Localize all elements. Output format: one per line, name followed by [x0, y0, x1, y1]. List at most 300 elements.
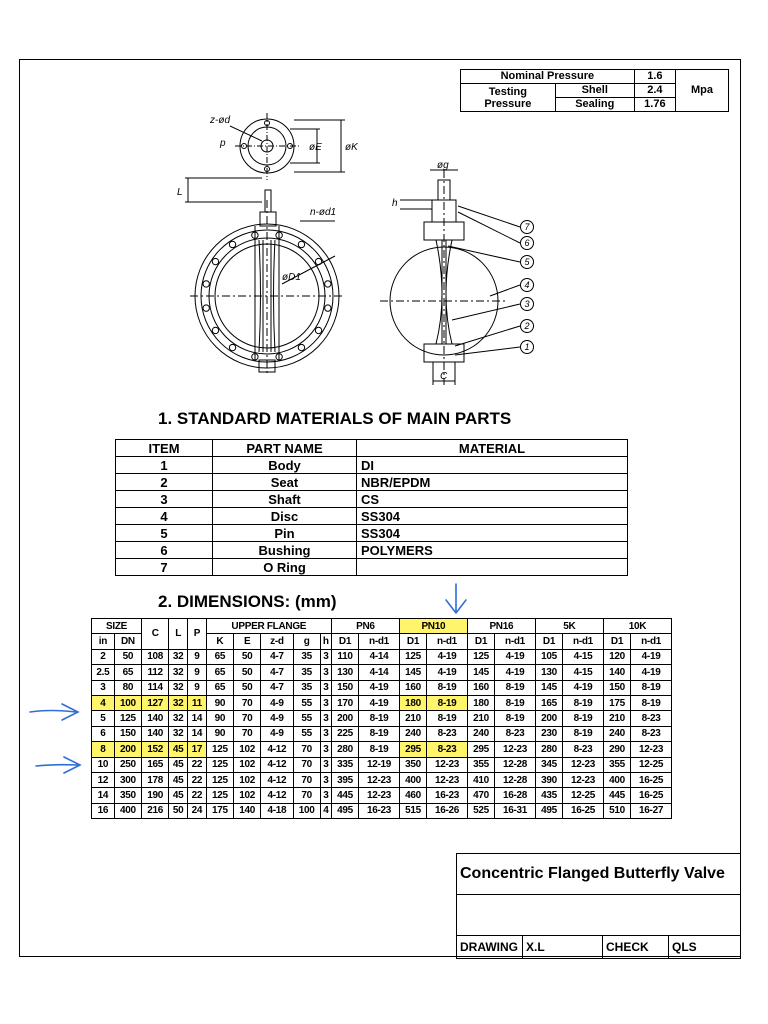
dim-cell: 445 [331, 788, 358, 803]
dim-cell: 110 [331, 649, 358, 664]
dim-cell: 140 [234, 803, 261, 818]
dim-cell: 355 [467, 757, 494, 772]
dim-cell: 3 [320, 665, 331, 680]
dim-cell: 8-19 [427, 695, 468, 710]
dim-cell: 2.5 [92, 665, 115, 680]
dim-cell: 32 [169, 680, 188, 695]
dim-cell: 8-23 [631, 726, 672, 741]
dim-cell: 395 [331, 772, 358, 787]
dim-subheader: n-d1 [495, 634, 536, 649]
dim-cell: 102 [234, 788, 261, 803]
materials-row [116, 508, 628, 525]
dim-cell: 180 [467, 695, 494, 710]
dim-cell: 178 [142, 772, 169, 787]
annotation-arrows [0, 560, 768, 780]
dim-cell: 8-19 [563, 711, 604, 726]
dim-cell: 4-12 [261, 757, 293, 772]
dim-cell: 4-19 [563, 680, 604, 695]
dim-cell: 470 [467, 788, 494, 803]
dim-cell: 400 [114, 803, 141, 818]
bolt-hole [212, 258, 218, 264]
dim-cell: 3 [320, 757, 331, 772]
dim-cell: 35 [293, 665, 320, 680]
materials-table [115, 439, 628, 576]
mat-material: SS304 [357, 508, 628, 525]
dim-cell: 16-25 [563, 803, 604, 818]
mat-item: 4 [116, 508, 213, 525]
label-e: øE [309, 142, 322, 153]
dim-cell: 80 [114, 680, 141, 695]
dim-cell: 410 [467, 772, 494, 787]
dim-cell: 140 [142, 726, 169, 741]
dim-cell: 12-23 [563, 757, 604, 772]
dim-cell: 55 [293, 726, 320, 741]
svg-text:2: 2 [524, 321, 530, 332]
dim-header-c: C [142, 619, 169, 650]
dim-cell: 8-19 [359, 742, 400, 757]
dim-cell: 8-19 [563, 695, 604, 710]
dim-cell: 55 [293, 711, 320, 726]
dim-cell: 4-12 [261, 772, 293, 787]
dim-cell: 4-15 [563, 665, 604, 680]
materials-row [116, 525, 628, 542]
dim-cell: 50 [114, 649, 141, 664]
dim-cell: 125 [206, 757, 233, 772]
dim-subheader: n-d1 [359, 634, 400, 649]
dim-cell: 145 [399, 665, 426, 680]
svg-text:7: 7 [524, 222, 530, 233]
dim-cell: 4-19 [495, 649, 536, 664]
dim-cell: 345 [535, 757, 562, 772]
dim-cell: 495 [535, 803, 562, 818]
dim-cell: 400 [603, 772, 630, 787]
dim-cell: 3 [320, 788, 331, 803]
bolt-hole [203, 281, 209, 287]
svg-text:6: 6 [524, 238, 530, 249]
dim-cell: 180 [399, 695, 426, 710]
dim-subheader: h [320, 634, 331, 649]
dim-cell: 16-28 [495, 788, 536, 803]
dim-subheader: E [234, 634, 261, 649]
svg-text:4: 4 [524, 280, 530, 291]
dim-cell: 9 [188, 680, 207, 695]
dim-header-l: L [169, 619, 188, 650]
materials-title: 1. STANDARD MATERIALS OF MAIN PARTS [158, 409, 512, 428]
dim-cell: 22 [188, 772, 207, 787]
dim-cell: 210 [603, 711, 630, 726]
dim-cell: 240 [399, 726, 426, 741]
dim-cell: 4-19 [631, 649, 672, 664]
mat-item: 1 [116, 457, 213, 474]
mat-material: SS304 [357, 525, 628, 542]
callout-2 [521, 320, 534, 333]
svg-text:3: 3 [524, 299, 530, 310]
dim-cell: 280 [331, 742, 358, 757]
dim-cell: 210 [467, 711, 494, 726]
dim-cell: 4-9 [261, 726, 293, 741]
dim-cell: 8-23 [427, 726, 468, 741]
dim-cell: 130 [535, 665, 562, 680]
dim-cell: 8-19 [495, 711, 536, 726]
arrow-right-row-4 [30, 704, 78, 720]
dim-cell: 4-12 [261, 788, 293, 803]
dim-cell: 32 [169, 649, 188, 664]
dim-cell: 435 [535, 788, 562, 803]
dim-cell: 8-19 [495, 695, 536, 710]
dim-cell: 50 [234, 680, 261, 695]
dim-cell: 108 [142, 649, 169, 664]
dim-cell: 200 [331, 711, 358, 726]
dim-header-pn10: PN10 [399, 619, 467, 634]
dim-header-pn16: PN16 [467, 619, 535, 634]
dim-cell: 2 [92, 649, 115, 664]
callout-6 [521, 237, 534, 250]
dim-cell: 16-27 [631, 803, 672, 818]
dim-cell: 8-23 [631, 711, 672, 726]
dim-cell: 105 [535, 649, 562, 664]
dim-cell: 4-19 [427, 665, 468, 680]
callout-5 [521, 256, 534, 269]
mat-part-name: O Ring [213, 559, 357, 576]
svg-text:5: 5 [524, 257, 530, 268]
title-block [456, 853, 741, 959]
shell-value: 2.4 [634, 84, 675, 98]
mat-part-name: Disc [213, 508, 357, 525]
bolt-hole [229, 344, 235, 350]
dim-cell: 125 [206, 742, 233, 757]
arrow-right-row-8 [36, 757, 80, 773]
dim-cell: 12 [92, 772, 115, 787]
mat-item: 2 [116, 474, 213, 491]
dimension-row [92, 803, 672, 818]
bolt-hole [229, 241, 235, 247]
mat-header-item: ITEM [116, 440, 213, 457]
dim-cell: 11 [188, 695, 207, 710]
dim-subheader: K [206, 634, 233, 649]
dim-cell: 32 [169, 711, 188, 726]
dim-cell: 32 [169, 665, 188, 680]
dim-subheader: D1 [399, 634, 426, 649]
label-k: øK [345, 142, 358, 153]
dim-cell: 295 [399, 742, 426, 757]
callout-1 [521, 341, 534, 354]
dim-cell: 4-18 [261, 803, 293, 818]
bolt-hole [298, 344, 304, 350]
dim-cell: 45 [169, 757, 188, 772]
dim-cell: 8 [92, 742, 115, 757]
dim-subheader: n-d1 [563, 634, 604, 649]
dim-cell: 4-19 [359, 695, 400, 710]
label-nd1: n-ød1 [310, 207, 337, 218]
label-c: C [440, 371, 448, 382]
dim-cell: 16-23 [427, 788, 468, 803]
dim-cell: 45 [169, 742, 188, 757]
dim-cell: 4-19 [631, 665, 672, 680]
dim-cell: 70 [234, 726, 261, 741]
dim-cell: 24 [188, 803, 207, 818]
dim-cell: 4 [92, 695, 115, 710]
bolt-hole [212, 327, 218, 333]
dim-cell: 65 [206, 680, 233, 695]
dim-cell: 22 [188, 757, 207, 772]
dim-cell: 50 [169, 803, 188, 818]
dim-header-pn6: PN6 [331, 619, 399, 634]
dim-cell: 150 [603, 680, 630, 695]
drawing-value: X.L [523, 936, 603, 959]
dim-cell: 3 [320, 695, 331, 710]
dim-cell: 16-23 [359, 803, 400, 818]
dim-subheader: n-d1 [631, 634, 672, 649]
dim-cell: 8-19 [631, 695, 672, 710]
testing-pressure-label: Testing Pressure [461, 84, 556, 112]
dim-cell: 175 [603, 695, 630, 710]
dim-cell: 140 [603, 665, 630, 680]
dim-cell: 400 [399, 772, 426, 787]
dim-cell: 9 [188, 665, 207, 680]
dimensions-title: 2. DIMENSIONS: (mm) [158, 592, 337, 611]
drawing-label: DRAWING [457, 936, 523, 959]
dim-cell: 175 [206, 803, 233, 818]
sealing-label: Sealing [555, 98, 634, 112]
label-d1: øD1 [282, 272, 301, 283]
dim-cell: 145 [535, 680, 562, 695]
dim-cell: 125 [467, 649, 494, 664]
dim-cell: 335 [331, 757, 358, 772]
dim-cell: 12-23 [631, 742, 672, 757]
dim-cell: 14 [188, 726, 207, 741]
dim-subheader: in [92, 634, 115, 649]
label-l: L [177, 187, 183, 198]
dim-cell: 160 [467, 680, 494, 695]
dim-cell: 230 [535, 726, 562, 741]
dim-cell: 5 [92, 711, 115, 726]
dim-cell: 3 [320, 649, 331, 664]
dim-cell: 3 [320, 742, 331, 757]
dim-cell: 50 [234, 665, 261, 680]
dim-cell: 130 [331, 665, 358, 680]
dim-cell: 102 [234, 757, 261, 772]
dim-cell: 45 [169, 788, 188, 803]
dim-cell: 12-23 [359, 788, 400, 803]
dim-cell: 125 [399, 649, 426, 664]
dim-cell: 70 [234, 711, 261, 726]
dim-subheader: D1 [467, 634, 494, 649]
materials-row [116, 457, 628, 474]
dim-cell: 12-19 [359, 757, 400, 772]
dim-cell: 4-19 [359, 680, 400, 695]
dim-cell: 152 [142, 742, 169, 757]
bolt-hole [298, 241, 304, 247]
dim-cell: 70 [293, 788, 320, 803]
dim-cell: 114 [142, 680, 169, 695]
dim-cell: 12-28 [495, 772, 536, 787]
label-g: øg [437, 160, 449, 171]
mat-material: NBR/EPDM [357, 474, 628, 491]
dim-cell: 3 [320, 772, 331, 787]
dim-cell: 8-23 [563, 742, 604, 757]
dim-cell: 210 [399, 711, 426, 726]
dim-cell: 4-9 [261, 711, 293, 726]
arrow-down-pn10 [446, 584, 466, 613]
bolt-hole [203, 305, 209, 311]
callout-3 [521, 298, 534, 311]
mat-item: 3 [116, 491, 213, 508]
dim-cell: 160 [399, 680, 426, 695]
bolt-hole [315, 258, 321, 264]
label-p: p [220, 138, 226, 149]
dim-cell: 12-28 [495, 757, 536, 772]
materials-row [116, 474, 628, 491]
title-block-blank [457, 895, 741, 936]
dim-cell: 90 [206, 695, 233, 710]
materials-row [116, 491, 628, 508]
dim-cell: 4-7 [261, 649, 293, 664]
dim-cell: 8-19 [359, 726, 400, 741]
dim-cell: 350 [114, 788, 141, 803]
dim-cell: 4-14 [359, 649, 400, 664]
dim-cell: 150 [114, 726, 141, 741]
dim-cell: 300 [114, 772, 141, 787]
dim-cell: 70 [293, 757, 320, 772]
dim-cell: 125 [114, 711, 141, 726]
bolt-hole [325, 305, 331, 311]
dim-cell: 102 [234, 742, 261, 757]
dim-cell: 390 [535, 772, 562, 787]
dim-cell: 4-14 [359, 665, 400, 680]
dim-cell: 6 [92, 726, 115, 741]
dim-cell: 8-19 [359, 711, 400, 726]
dim-cell: 350 [399, 757, 426, 772]
nominal-pressure-label: Nominal Pressure [461, 70, 635, 84]
dim-cell: 240 [467, 726, 494, 741]
dim-cell: 16-31 [495, 803, 536, 818]
dim-cell: 240 [603, 726, 630, 741]
dim-cell: 8-19 [427, 711, 468, 726]
check-value: QLS [669, 936, 741, 959]
svg-text:1: 1 [524, 342, 530, 353]
dim-cell: 100 [293, 803, 320, 818]
dim-cell: 250 [114, 757, 141, 772]
dim-cell: 525 [467, 803, 494, 818]
dim-cell: 70 [234, 695, 261, 710]
dim-cell: 510 [603, 803, 630, 818]
bolt-hole [325, 281, 331, 287]
dim-cell: 16 [92, 803, 115, 818]
dim-cell: 216 [142, 803, 169, 818]
dim-cell: 4-19 [427, 649, 468, 664]
dim-cell: 55 [293, 695, 320, 710]
dim-cell: 12-23 [495, 742, 536, 757]
dim-cell: 9 [188, 649, 207, 664]
dim-cell: 3 [320, 726, 331, 741]
dim-cell: 8-23 [427, 742, 468, 757]
shell-label: Shell [555, 84, 634, 98]
dim-cell: 4-19 [495, 665, 536, 680]
dim-cell: 165 [535, 695, 562, 710]
dim-cell: 90 [206, 726, 233, 741]
dim-cell: 32 [169, 695, 188, 710]
mat-material: POLYMERS [357, 542, 628, 559]
dim-cell: 8-19 [427, 680, 468, 695]
mat-part-name: Bushing [213, 542, 357, 559]
dim-cell: 3 [92, 680, 115, 695]
dim-cell: 100 [114, 695, 141, 710]
dim-cell: 12-23 [427, 757, 468, 772]
dim-cell: 65 [114, 665, 141, 680]
dim-cell: 35 [293, 649, 320, 664]
dim-cell: 445 [603, 788, 630, 803]
dim-cell: 70 [293, 742, 320, 757]
dim-cell: 12-23 [563, 772, 604, 787]
pressure-unit: Mpa [676, 70, 729, 112]
dim-cell: 12-25 [631, 757, 672, 772]
dim-subheader: g [293, 634, 320, 649]
check-label: CHECK [603, 936, 669, 959]
valve-drawing [0, 0, 768, 400]
dim-cell: 200 [114, 742, 141, 757]
dim-cell: 8-19 [563, 726, 604, 741]
dim-cell: 14 [92, 788, 115, 803]
dim-cell: 12-23 [359, 772, 400, 787]
dim-cell: 102 [234, 772, 261, 787]
dim-header-5k: 5K [535, 619, 603, 634]
dim-subheader: D1 [603, 634, 630, 649]
mat-item: 5 [116, 525, 213, 542]
mat-item: 6 [116, 542, 213, 559]
dim-cell: 125 [206, 772, 233, 787]
dim-subheader: D1 [535, 634, 562, 649]
dim-cell: 32 [169, 726, 188, 741]
dim-cell: 16-25 [631, 772, 672, 787]
mat-header-material: MATERIAL [357, 440, 628, 457]
dim-cell: 10 [92, 757, 115, 772]
sealing-value: 1.76 [634, 98, 675, 112]
dim-cell: 120 [603, 649, 630, 664]
mat-part-name: Body [213, 457, 357, 474]
dim-cell: 45 [169, 772, 188, 787]
dim-cell: 355 [603, 757, 630, 772]
dim-header-10k: 10K [603, 619, 671, 634]
dim-subheader: n-d1 [427, 634, 468, 649]
dim-cell: 4-9 [261, 695, 293, 710]
title-block-title: Concentric Flanged Butterfly Valve [457, 854, 741, 895]
dim-cell: 8-19 [631, 680, 672, 695]
mat-part-name: Seat [213, 474, 357, 491]
dim-cell: 290 [603, 742, 630, 757]
dimension-row [92, 788, 672, 803]
dim-cell: 515 [399, 803, 426, 818]
dim-cell: 225 [331, 726, 358, 741]
dim-cell: 3 [320, 680, 331, 695]
dim-cell: 22 [188, 788, 207, 803]
dim-header-p: P [188, 619, 207, 650]
dim-cell: 112 [142, 665, 169, 680]
dim-cell: 17 [188, 742, 207, 757]
dim-cell: 90 [206, 711, 233, 726]
dim-cell: 495 [331, 803, 358, 818]
dim-cell: 65 [206, 665, 233, 680]
dim-cell: 295 [467, 742, 494, 757]
dim-cell: 12-23 [427, 772, 468, 787]
mat-header-part: PART NAME [213, 440, 357, 457]
dim-cell: 127 [142, 695, 169, 710]
dim-cell: 280 [535, 742, 562, 757]
materials-row [116, 542, 628, 559]
callout-4 [521, 279, 534, 292]
dim-cell: 65 [206, 649, 233, 664]
dim-cell: 16-26 [427, 803, 468, 818]
dim-cell: 150 [331, 680, 358, 695]
